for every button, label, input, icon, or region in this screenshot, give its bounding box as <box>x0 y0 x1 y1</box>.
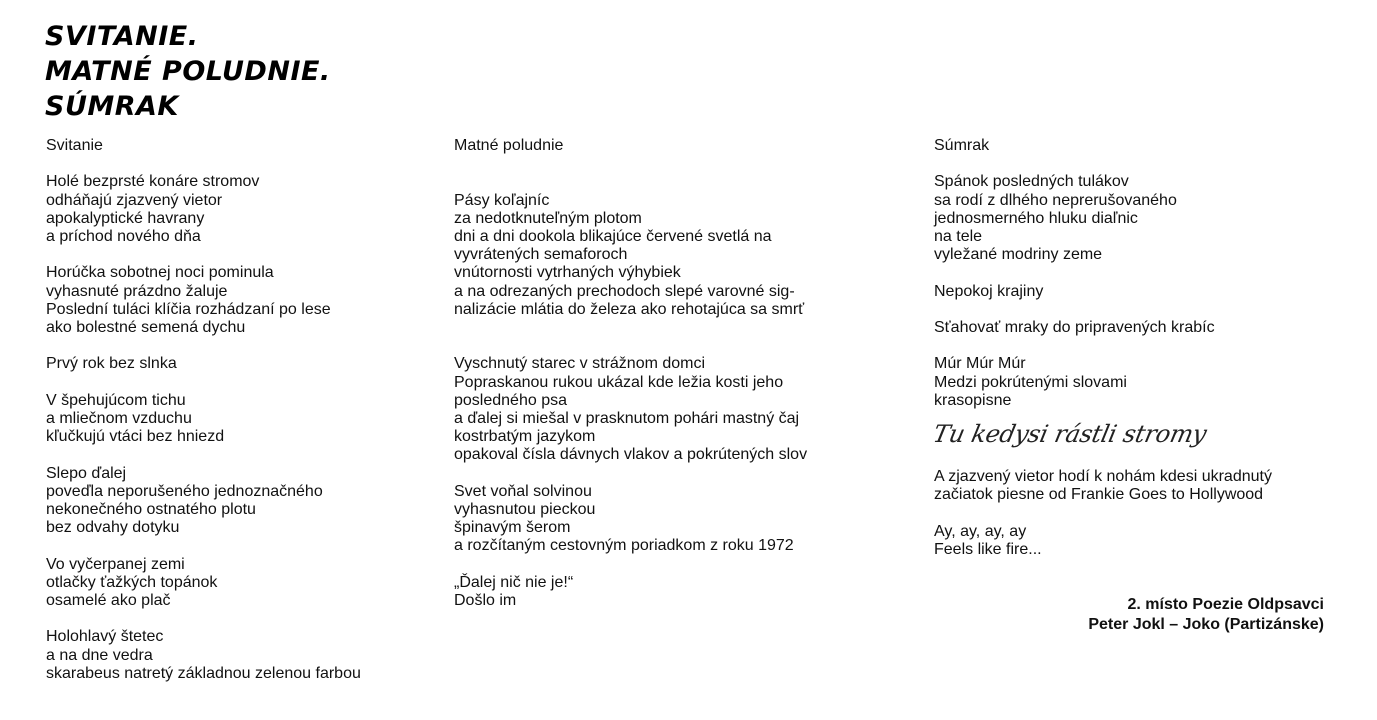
poem-lines-matne-poludnie <box>454 155 914 610</box>
poem-line: posledného psa <box>454 391 567 409</box>
poem-line: Sťahovať mraky do pripravených krabíc <box>934 318 1215 336</box>
poem-line: Holohlavý štetec <box>46 628 164 646</box>
poem-line: Múr Múr Múr <box>934 355 1026 373</box>
poem-line: vyležané modriny zeme <box>934 246 1103 264</box>
poem-line: osamelé ako plač <box>46 591 171 609</box>
poem-line: sa rodí z dlhého neprerušovaného <box>934 191 1177 209</box>
section-heading-svitanie: Svitanie <box>46 137 103 154</box>
poem-line: skarabeus natretý základnou zelenou farbou <box>46 664 361 682</box>
stanza-break <box>454 173 914 191</box>
column-matne-poludnie <box>454 137 914 610</box>
stanza-break <box>454 556 914 574</box>
poem-line: Pásy koľajníc <box>454 191 550 209</box>
stanza-break <box>46 446 446 464</box>
poem-line: otlačky ťažkých topánok <box>46 573 218 591</box>
stanza-break <box>46 537 446 555</box>
poem-line: Holé bezprsté konáre stromov <box>46 173 260 191</box>
poem-line: jednosmerného hluku diaľnic <box>934 209 1138 227</box>
section-heading-matne-poludnie: Matné poludnie <box>454 137 564 154</box>
poem-line: Svet voňal solvinou <box>454 482 592 500</box>
poem-line: začiatok piesne od Frankie Goes to Hollywood <box>934 486 1264 504</box>
award-place: 2. místo Poezie Oldpsavci <box>1127 596 1324 613</box>
column-sumrak <box>930 137 1334 559</box>
poem-line: apokalyptické havrany <box>46 209 205 227</box>
author-name: Peter Jokl – Joko (Partizánske) <box>1088 616 1324 633</box>
poem-line: Ay, ay, ay, ay <box>934 522 1027 540</box>
poem-line: Horúčka sobotnej noci pominula <box>46 264 274 282</box>
poem-line: V špehujúcom tichu <box>46 391 186 409</box>
poem-line: nalizácie mlátia do železa ako rehotajúca sa smrť <box>454 300 805 318</box>
poem-line: Spánok posledných tulákov <box>934 173 1129 191</box>
poem-line: Vyschnutý starec v strážnom domci <box>454 355 706 373</box>
title-line-3: SÚMRAK <box>45 91 179 122</box>
poem-line: Feels like fire... <box>934 540 1042 558</box>
poem-line: Prvý rok bez slnka <box>46 355 177 373</box>
poem-line: a mliečnom vzduchu <box>46 409 192 427</box>
stanza-break <box>934 337 1334 355</box>
poem-line: opakoval čísla dávnych vlakov a pokrútených slov <box>454 446 808 464</box>
poem-line: nekonečného ostnatého plotu <box>46 500 256 518</box>
handwritten-line: Tu kedysi rástli stromy <box>930 419 1209 448</box>
poem-line: bez odvahy dotyku <box>46 519 180 537</box>
poem-line: ako bolestné semená dychu <box>46 319 246 336</box>
stanza-break <box>46 374 446 392</box>
poem-line: špinavým šerom <box>454 519 571 537</box>
poem-lines-svitanie <box>46 155 446 683</box>
stanza-break <box>934 155 1334 173</box>
poem-line: poveďla neporušeného jednoznačného <box>46 482 323 500</box>
stanza-break <box>934 301 1334 319</box>
stanza-break <box>934 450 1334 468</box>
poem-line: Popraskanou rukou ukázal kde ležia kosti jeho <box>454 373 784 391</box>
poem-line: A zjazvený vietor hodí k nohám kdesi ukradnutý <box>934 468 1272 486</box>
poem-line: dni a dni dookola blikajúce červené svetlá na <box>454 227 772 245</box>
poem-line: a príchod nového dňa <box>46 228 201 245</box>
poem-line: a rozčítaným cestovným poriadkom z roku 1972 <box>454 537 794 555</box>
poem-line: Vo vyčerpanej zemi <box>46 555 185 573</box>
stanza-break <box>454 155 914 173</box>
title-line-2: MATNÉ POLUDNIE. <box>45 56 331 87</box>
poem-lines-sumrak-a <box>934 155 1334 410</box>
poem-line: a na odrezaných prechodoch slepé varovné sig- <box>454 282 795 300</box>
poem-line: „Ďalej nič nie je!“ <box>454 573 574 591</box>
stanza-break <box>454 319 914 337</box>
poem-line: kostrbatým jazykom <box>454 428 596 446</box>
poem-line: za nedotknuteľným plotom <box>454 209 642 227</box>
stanza-break <box>454 465 914 483</box>
title-line-1: SVITANIE. <box>45 21 199 52</box>
poem-lines-sumrak-b <box>934 450 1334 559</box>
poem-line: kľučkujú vtáci bez hniezd <box>46 428 225 446</box>
poem-line: vyhasnutou pieckou <box>454 500 596 518</box>
poem-line: krasopisne <box>934 391 1012 409</box>
poem-line: vyvrátených semaforoch <box>454 246 628 264</box>
poem-line: a na dne vedra <box>46 646 153 664</box>
poem-title <box>45 19 331 124</box>
stanza-break <box>46 155 446 173</box>
poem-line: vyhasnuté prázdno žaluje <box>46 282 228 300</box>
stanza-break <box>454 337 914 355</box>
stanza-break <box>46 246 446 264</box>
poem-line: Nepokoj krajiny <box>934 282 1044 300</box>
stanza-break <box>934 505 1334 523</box>
poem-line: Došlo im <box>454 591 517 609</box>
section-heading-sumrak: Súmrak <box>934 137 990 154</box>
stanza-break <box>46 610 446 628</box>
poem-line: Poslední tuláci klíčia rozhádzaní po lese <box>46 300 331 318</box>
poem-line: na tele <box>934 228 983 245</box>
stanza-break <box>934 264 1334 282</box>
poem-line: odháňajú zjazvený vietor <box>46 191 223 209</box>
poem-line: Slepo ďalej <box>46 464 127 482</box>
poem-line: vnútornosti vytrhaných výhybiek <box>454 264 681 282</box>
column-svitanie <box>46 137 446 683</box>
stanza-break <box>46 337 446 355</box>
poem-line: Medzi pokrútenými slovami <box>934 373 1127 391</box>
poem-line: a ďalej si miešal v prasknutom pohári mastný čaj <box>454 409 800 427</box>
award-credit <box>934 595 1324 635</box>
